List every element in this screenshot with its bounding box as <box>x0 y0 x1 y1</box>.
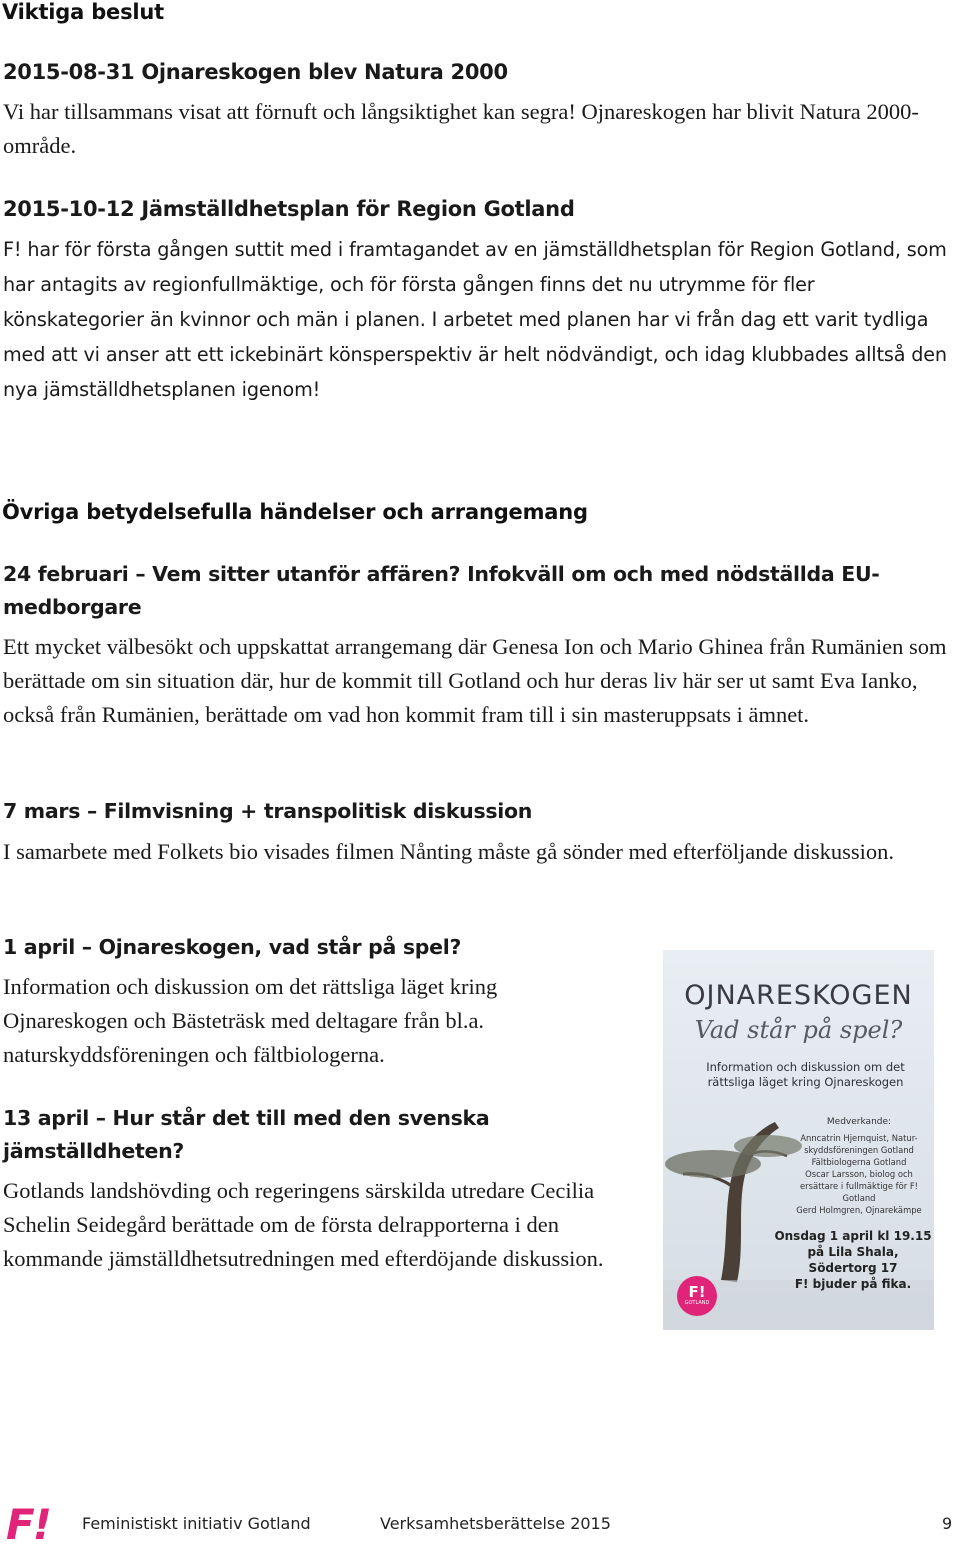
decision-text: F! har för första gången suttit med i framtagandet av en jämställdhetsplan för Region Gotland, som har antagits av regionfullmäktige, och för första gången finns det nu utrymme för fler könskategorier än kvinnor och män i planen. I arbetet med planen har vi från dag ett varit tydliga med att vi anser att ett ickebinärt könsperspektiv är helt nödvändigt, och idag klubbades alltså den nya jämställdhetsplanen igenom! <box>3 238 947 401</box>
poster-logo-text: F! <box>688 1283 706 1301</box>
fi-logo: F! <box>6 1500 50 1549</box>
event-text: I samarbete med Folkets bio visades filmen Nånting måste gå sönder med efterföljande diskussion. <box>3 839 895 864</box>
poster-info: Information och diskussion om det rättsliga läget kring Ojnareskogen <box>706 1060 905 1089</box>
poster-subtitle: Vad står på spel? <box>694 1016 903 1044</box>
poster-participants: Anncatrin Hjernquist, Natur-skyddsföreningen Gotland Fältbiologerna Gotland Oscar Larsson, biolog och ersättare i fullmäktige för F! Gotland Gerd Holmgren, Ojnarekämpe <box>796 1133 922 1215</box>
event-title: 1 april – Ojnareskogen, vad står på spel? <box>3 935 462 959</box>
event-poster <box>663 950 934 1330</box>
event-text: Ett mycket välbesökt och uppskattat arrangemang där Genesa Ion och Mario Ghinea från Rumänien som berättade om sin situation där, hur de kommit till Gotland och hur deras liv här ser ut samt Eva Ianko, också från Rumänien, berättade om vad hon kommit fram till i sin masteruppsats i ämnet. <box>3 634 947 727</box>
poster-participants-label: Medverkande: <box>826 1117 892 1127</box>
event-text: Gotlands landshövding och regeringens särskilda utredare Cecilia Schelin Seidegård berättade om de första delrapporterna i den kommande jämställdhetsutredningen med efterdöjande diskussion. <box>3 1178 604 1271</box>
poster-logo-sub: GOTLAND <box>684 1300 710 1306</box>
footer-organization: Feministiskt initiativ Gotland <box>82 1514 311 1533</box>
event-text: Information och diskussion om det rättsliga läget kring Ojnareskogen och Bästeträsk med deltagare från bl.a. naturskyddsföreningen och fältbiologerna. <box>3 974 498 1067</box>
decision-title: 2015-10-12 Jämställdhetsplan för Region Gotland <box>3 197 575 221</box>
event-title: 24 februari – Vem sitter utanför affären? Infokväll om och med nödställda EU-medborgare <box>3 562 880 619</box>
event-title: 13 april – Hur står det till med den svenska jämställdheten? <box>3 1106 490 1163</box>
footer-document-title: Verksamhetsberättelse 2015 <box>380 1514 611 1533</box>
events-heading: Övriga betydelsefulla händelser och arrangemang <box>2 500 588 524</box>
page-heading: Viktiga beslut <box>2 0 164 24</box>
fi-gotland-logo <box>677 1276 717 1316</box>
decision-title: 2015-08-31 Ojnareskogen blev Natura 2000 <box>3 60 508 84</box>
page-number: 9 <box>942 1514 953 1533</box>
poster-when: Onsdag 1 april kl 19.15 på Lila Shala, Södertorg 17 F! bjuder på fika. <box>774 1229 932 1291</box>
event-title: 7 mars – Filmvisning + transpolitisk diskussion <box>3 799 533 823</box>
poster-title: OJNARESKOGEN <box>684 980 913 1011</box>
decision-text: Vi har tillsammans visat att förnuft och långsiktighet kan segra! Ojnareskogen har blivit Natura 2000-område. <box>3 99 919 158</box>
